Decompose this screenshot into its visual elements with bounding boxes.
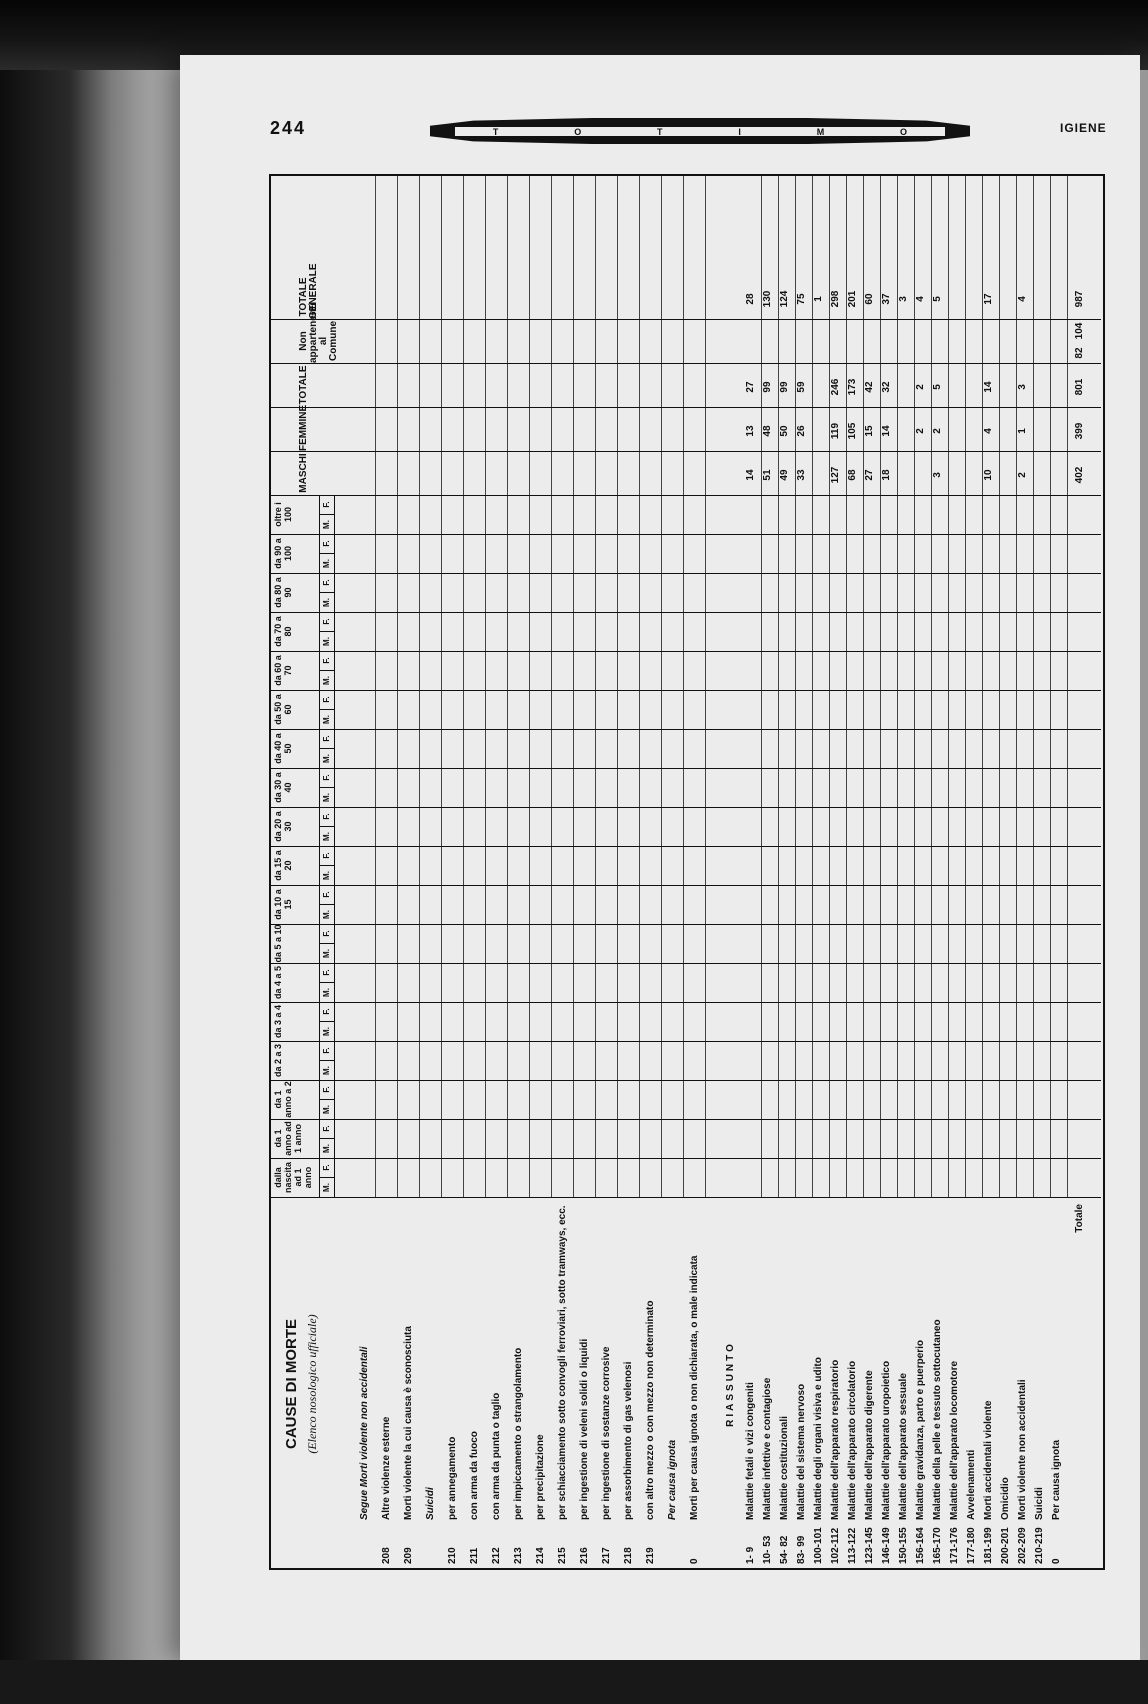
total-column: [269, 302, 1101, 364]
sex-label-m: M.: [322, 676, 331, 685]
table-cell: 3: [1017, 384, 1028, 390]
sex-header: [319, 1002, 335, 1041]
age-header: oltre i 100: [273, 502, 293, 527]
running-header: IGIENE: [1060, 121, 1107, 135]
row-text: Malattie degli organi visiva e udito: [813, 1357, 824, 1520]
table-cell: 3: [898, 296, 909, 302]
row-label: [949, 1204, 960, 1564]
row-code: 202-209: [1017, 1527, 1028, 1564]
row-label: [469, 1204, 480, 1564]
row-code: 210: [447, 1547, 458, 1564]
age-header: da 1 anno a 2: [273, 1081, 293, 1118]
row-text: Malattie dell'apparato digerente: [864, 1370, 875, 1520]
row-label: [1017, 1204, 1028, 1564]
row-label: [1000, 1204, 1011, 1564]
table-cell: 4: [983, 428, 994, 434]
table-cell: 14: [983, 381, 994, 393]
table-cell: 75: [796, 293, 807, 305]
table-cell: 49: [779, 469, 790, 481]
total-header: TOTALE GENERALE: [298, 263, 319, 319]
table-cell: 14: [881, 425, 892, 437]
header-band-letters: [455, 127, 945, 136]
summary-title: RIASSUNTO: [725, 1341, 736, 1427]
total-label: Totale: [1074, 1204, 1085, 1233]
table-cell: 4: [1017, 296, 1028, 302]
row-code: 0: [1051, 1558, 1062, 1564]
row-text: Omicidio: [1000, 1477, 1011, 1520]
row-text: Malattie della pelle e tessuto sottocutaneo: [932, 1319, 943, 1520]
table-cell: 104: [1074, 322, 1085, 340]
sex-label-m: M.: [322, 1183, 331, 1192]
table-cell: 27: [864, 469, 875, 481]
sex-label-m: M.: [322, 949, 331, 958]
band-letter: T: [657, 126, 663, 137]
row-code: 213: [513, 1547, 524, 1564]
band-letter: O: [574, 126, 582, 137]
sex-header: [319, 963, 335, 1002]
total-header: MASCHI: [298, 453, 309, 493]
row-text: per ingestione di sostanze corrosive: [601, 1346, 612, 1520]
table-cell: 402: [1074, 466, 1085, 484]
sex-label-m: M.: [322, 1027, 331, 1036]
age-column: [269, 768, 1101, 808]
table-cell: 987: [1074, 290, 1085, 308]
row-text: Altre violenze esterne: [381, 1416, 392, 1520]
row-label: [915, 1204, 926, 1564]
sex-label-m: M.: [322, 754, 331, 763]
sex-label-f: F.: [320, 924, 334, 944]
sex-label-f: F.: [320, 768, 334, 788]
table-cell: 68: [847, 469, 858, 481]
age-column: [269, 924, 1101, 964]
total-header: Non appartenenti al Comune: [298, 302, 339, 363]
table-cell: 173: [847, 378, 858, 396]
row-code: 113-122: [847, 1527, 858, 1564]
row-text: con altro mezzo o con mezzo non determinato: [645, 1300, 656, 1520]
row-text: Suicidi: [425, 1487, 436, 1520]
row-code: 165-170: [932, 1527, 943, 1564]
band-letter: M: [816, 126, 825, 137]
table-cell: 15: [864, 425, 875, 437]
table-cell: 37: [881, 293, 892, 305]
row-code: 216: [579, 1547, 590, 1564]
row-text: Malattie gravidanza, parto e puerperio: [915, 1339, 926, 1520]
table-cell: 51: [762, 469, 773, 481]
row-code: 156-164: [915, 1527, 926, 1564]
row-text: con arma da fuoco: [469, 1431, 480, 1520]
row-code: 100-101: [813, 1527, 824, 1564]
table-cell: 28: [745, 293, 756, 305]
sex-label-f: F.: [320, 1002, 334, 1022]
row-label: [579, 1204, 590, 1564]
table-cell: 105: [847, 422, 858, 440]
age-header: da 20 a 30: [273, 811, 293, 842]
band-letter: O: [900, 126, 908, 137]
age-column: [269, 1158, 1101, 1198]
row-text: Malattie fetali e vizi congeniti: [745, 1382, 756, 1520]
row-code: 181-199: [983, 1527, 994, 1564]
row-label: [881, 1204, 892, 1564]
row-label: [983, 1204, 994, 1564]
table-subtitle: (Elenco nosologico ufficiale): [305, 1314, 319, 1454]
age-column: [269, 846, 1101, 886]
table-cell: 99: [762, 381, 773, 393]
page-number: 244: [270, 118, 307, 138]
age-header: da 2 a 3: [273, 1043, 283, 1078]
age-header: da 1 anno ad 1 anno: [273, 1121, 303, 1156]
row-text: Malattie del sistema nervoso: [796, 1383, 807, 1520]
row-label: [359, 1204, 370, 1564]
age-header: da 70 a 80: [273, 616, 293, 647]
sex-label-m: M.: [322, 715, 331, 724]
row-text: Morti violente non accidentali: [1017, 1379, 1028, 1520]
row-label: [830, 1204, 841, 1564]
total-column: [269, 363, 1101, 408]
sex-header: [319, 534, 335, 573]
age-header: da 90 a 100: [273, 538, 293, 569]
sex-label-f: F.: [320, 729, 334, 749]
age-column: [269, 1002, 1101, 1042]
row-code: 177-180: [966, 1527, 977, 1564]
row-text: Malattie dell'apparato sessuale: [898, 1373, 909, 1520]
row-label: [898, 1204, 909, 1564]
row-label: [813, 1204, 824, 1564]
table-cell: 50: [779, 425, 790, 437]
total-column: [269, 404, 1101, 452]
total-header: TOTALE: [298, 365, 309, 405]
sex-label-m: M.: [322, 1066, 331, 1075]
row-code: 211: [469, 1547, 480, 1564]
row-text: Malattie dell'apparato uropoietico: [881, 1360, 892, 1520]
row-text: Malattie dell'apparato circolatorio: [847, 1360, 858, 1520]
sex-label-m: M.: [322, 598, 331, 607]
table-cell: 17: [983, 293, 994, 305]
row-label: [381, 1204, 392, 1564]
sex-label-f: F.: [320, 495, 334, 515]
sex-header: [319, 690, 335, 729]
sex-label-f: F.: [320, 963, 334, 983]
row-label: [745, 1204, 756, 1564]
mortality-table: [269, 176, 1103, 1570]
band-letter: T: [492, 126, 499, 137]
age-column: [269, 729, 1101, 769]
band-letter: I: [738, 126, 741, 137]
age-column: [269, 534, 1101, 574]
age-header: da 50 a 60: [273, 694, 293, 725]
row-text: Per causa ignota: [1051, 1439, 1062, 1520]
table-cell: 3: [932, 472, 943, 478]
sex-header: [319, 846, 335, 885]
age-column: [269, 1041, 1101, 1081]
age-header: da 80 a 90: [273, 577, 293, 608]
row-text: Malattie infettive e contagiose: [762, 1377, 773, 1520]
age-header: da 15 a 20: [273, 850, 293, 881]
table-cell: 2: [1017, 472, 1028, 478]
row-label: [403, 1204, 414, 1564]
row-text: Avvelenamenti: [966, 1449, 977, 1520]
row-label: [1034, 1204, 1045, 1564]
row-text: per assorbimento di gas velenosi: [623, 1361, 634, 1520]
table-cell: 124: [779, 290, 790, 308]
row-text: Malattie dell'apparato respiratorio: [830, 1359, 841, 1520]
row-code: 10- 53: [762, 1535, 773, 1564]
row-code: 217: [601, 1547, 612, 1564]
row-label: [535, 1204, 546, 1564]
row-label: [557, 1204, 568, 1564]
table-cell: 32: [881, 381, 892, 393]
age-header: da 3 a 4: [273, 1004, 283, 1039]
sex-label-f: F.: [320, 534, 334, 554]
row-text: per annegamento: [447, 1436, 458, 1520]
row-code: 208: [381, 1547, 392, 1564]
sex-label-f: F.: [320, 1158, 334, 1178]
row-code: 218: [623, 1547, 634, 1564]
row-label: [762, 1204, 773, 1564]
row-code: 219: [645, 1547, 656, 1564]
table-cell: 2: [932, 428, 943, 434]
sex-label-m: M.: [322, 1144, 331, 1153]
sex-label-m: M.: [322, 793, 331, 802]
table-cell: 42: [864, 381, 875, 393]
table-cell: 10: [983, 469, 994, 481]
table-cell: 246: [830, 378, 841, 396]
row-text: Segue Morti violente non accidentali: [359, 1346, 370, 1520]
sex-label-m: M.: [322, 559, 331, 568]
table-title: CAUSE DI MORTE: [283, 1319, 300, 1450]
age-column: [269, 612, 1101, 652]
table-cell: 1: [1017, 428, 1028, 434]
sex-header: [319, 885, 335, 924]
age-header: da 5 a 10: [273, 924, 283, 963]
row-text: con arma da punta o taglio: [491, 1392, 502, 1520]
sex-label-f: F.: [320, 690, 334, 710]
row-label: [932, 1204, 943, 1564]
row-code: 171-176: [949, 1527, 960, 1564]
sex-label-m: M.: [322, 637, 331, 646]
row-label: [667, 1204, 678, 1564]
table-cell: 127: [830, 466, 841, 484]
total-column: [269, 451, 1101, 496]
row-label: [513, 1204, 524, 1564]
table-cell: 14: [745, 469, 756, 481]
table-cell: 2: [915, 384, 926, 390]
age-column: [269, 651, 1101, 691]
sex-label-f: F.: [320, 1119, 334, 1139]
table-cell: 130: [762, 290, 773, 308]
row-code: 210-219: [1034, 1527, 1045, 1564]
sex-header: [319, 807, 335, 846]
row-code: 54- 82: [779, 1535, 790, 1564]
total-column: [269, 263, 1101, 320]
sex-header: [319, 651, 335, 690]
row-text: per ingestione di veleni solidi o liquidi: [579, 1338, 590, 1520]
sex-label-m: M.: [322, 832, 331, 841]
sex-label-f: F.: [320, 807, 334, 827]
sex-label-f: F.: [320, 1041, 334, 1061]
table-cell: 48: [762, 425, 773, 437]
sex-label-m: M.: [322, 871, 331, 880]
table-cell: 801: [1074, 378, 1085, 396]
row-code: 0: [689, 1558, 700, 1564]
row-text: Malattie dell'apparato locomotore: [949, 1360, 960, 1520]
row-code: 209: [403, 1547, 414, 1564]
table-cell: 59: [796, 381, 807, 393]
row-label: [779, 1204, 790, 1564]
sex-label-m: M.: [322, 910, 331, 919]
sex-header: [319, 495, 335, 534]
row-text: Malattie costituzionali: [779, 1416, 790, 1520]
row-text: Morti accidentali violente: [983, 1400, 994, 1520]
sex-label-f: F.: [320, 1080, 334, 1100]
age-column: [269, 1080, 1101, 1120]
age-column: [269, 495, 1101, 535]
table-cell: 1: [813, 296, 824, 302]
age-column: [269, 1119, 1101, 1159]
row-code: 123-145: [864, 1527, 875, 1564]
age-header: da 40 a 50: [273, 733, 293, 764]
row-text: per precipitazione: [535, 1434, 546, 1520]
sex-label-f: F.: [320, 573, 334, 593]
sex-label-f: F.: [320, 651, 334, 671]
table-cell: 5: [932, 384, 943, 390]
row-label: [966, 1204, 977, 1564]
row-code: 215: [557, 1547, 568, 1564]
sex-header: [319, 924, 335, 963]
table-cell: 13: [745, 425, 756, 437]
row-text: Per causa ignota: [667, 1439, 678, 1520]
row-label: [864, 1204, 875, 1564]
age-header: da 30 a 40: [273, 772, 293, 803]
row-code: 102-112: [830, 1527, 841, 1564]
row-code: 83- 99: [796, 1535, 807, 1564]
row-code: 1- 9: [745, 1546, 756, 1564]
age-header: dalla nascita ad 1 anno: [273, 1161, 313, 1194]
row-label: [796, 1204, 807, 1564]
age-header: da 10 a 15: [273, 889, 293, 920]
table-cell: 2: [915, 428, 926, 434]
table-cell: 82: [1074, 347, 1085, 359]
sex-header: [319, 768, 335, 807]
row-label: [847, 1204, 858, 1564]
age-column: [269, 573, 1101, 613]
row-text: per impiccamento o strangolamento: [513, 1347, 524, 1520]
row-code: 200-201: [1000, 1527, 1011, 1564]
scan-bottom-shadow: [0, 1660, 1148, 1704]
row-text: Suicidi: [1034, 1487, 1045, 1520]
sex-header: [319, 1080, 335, 1119]
sex-label-m: M.: [322, 1105, 331, 1114]
age-column: [269, 885, 1101, 925]
row-text: Morti violente la cui causa è sconosciuta: [403, 1326, 414, 1520]
sex-header: [319, 1119, 335, 1158]
sex-header: [319, 1158, 335, 1197]
sex-label-f: F.: [320, 846, 334, 866]
table-cell: 26: [796, 425, 807, 437]
row-code: 150-155: [898, 1527, 909, 1564]
table-cell: 99: [779, 381, 790, 393]
row-label: [447, 1204, 458, 1564]
row-label: [645, 1204, 656, 1564]
age-header: da 4 a 5: [273, 965, 283, 1000]
table-cell: 5: [932, 296, 943, 302]
row-code: 212: [491, 1547, 502, 1564]
table-cell: 33: [796, 469, 807, 481]
table-cell: 4: [915, 296, 926, 302]
table-cell: 119: [830, 422, 841, 440]
sex-header: [319, 729, 335, 768]
sex-header: [319, 573, 335, 612]
row-code: 146-149: [881, 1527, 892, 1564]
age-column: [269, 807, 1101, 847]
total-header: FEMMINE: [298, 404, 309, 451]
row-text: Morti per causa ignota o non dichiarata, o male indicata: [689, 1255, 700, 1520]
age-column: [269, 963, 1101, 1003]
row-label: [623, 1204, 634, 1564]
table-cell: 60: [864, 293, 875, 305]
age-header: da 60 a 70: [273, 655, 293, 686]
row-label: [425, 1204, 436, 1564]
row-label: [689, 1204, 700, 1564]
table-cell: 27: [745, 381, 756, 393]
row-label: [601, 1204, 612, 1564]
sex-label-m: M.: [322, 520, 331, 529]
row-label: [491, 1204, 502, 1564]
table-cell: 201: [847, 290, 858, 308]
age-column: [269, 690, 1101, 730]
sex-label-m: M.: [322, 988, 331, 997]
row-text: per schiacciamento sotto convogli ferroviari, sotto tramways, ecc.: [557, 1205, 568, 1520]
table-cell: 399: [1074, 422, 1085, 440]
table-cell: 298: [830, 290, 841, 308]
sex-label-f: F.: [320, 612, 334, 632]
sex-label-f: F.: [320, 885, 334, 905]
row-label: [1051, 1204, 1062, 1564]
sex-header: [319, 1041, 335, 1080]
table-cell: 18: [881, 469, 892, 481]
sex-header: [319, 612, 335, 651]
row-code: 214: [535, 1547, 546, 1564]
